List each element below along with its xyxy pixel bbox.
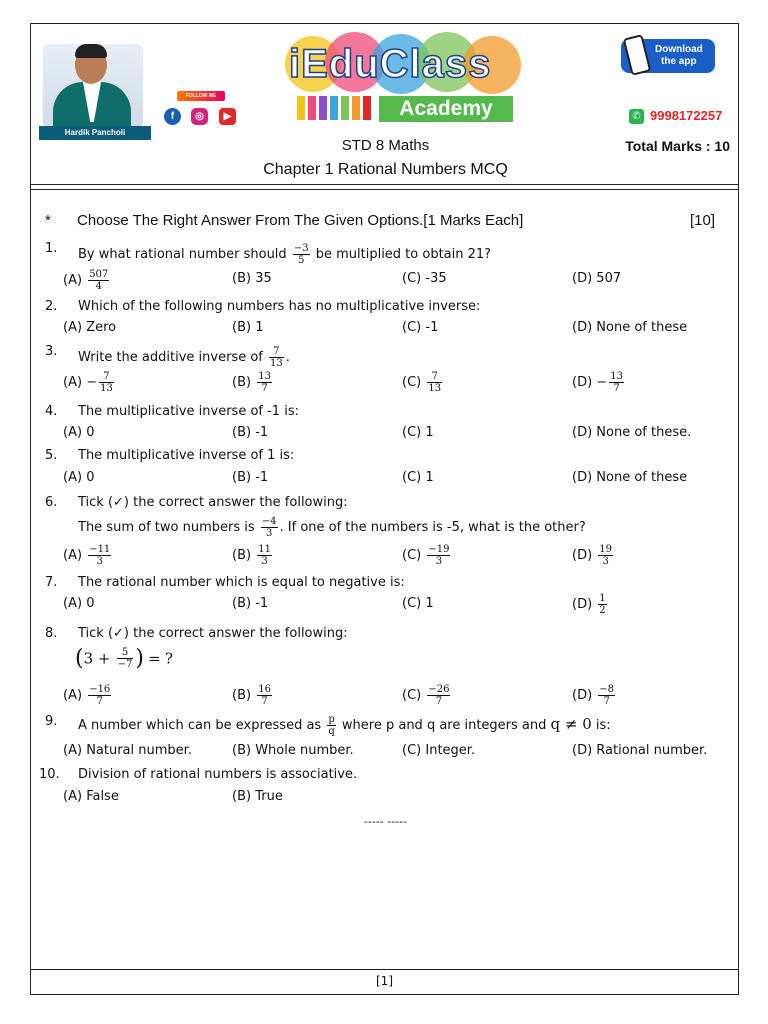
brand-name: iEduClass	[289, 42, 492, 86]
option-b[interactable]: (B) $\frac{16}{7}$	[232, 684, 271, 707]
option-b[interactable]: (B) $\frac{11}{3}$	[232, 544, 271, 567]
standard-title: STD 8 Maths	[341, 137, 430, 154]
option-a[interactable]: (A) 0	[63, 596, 95, 611]
question-number: 2.	[45, 299, 58, 314]
option-b[interactable]: (B) 35	[232, 271, 272, 286]
question-text: A number which can be expressed as $\frac{p}{q}$ where p and q are integers and q ≠ 0 is:	[78, 714, 611, 737]
option-c[interactable]: (C) -35	[402, 271, 447, 286]
question-number: 10.	[39, 767, 60, 782]
instagram-icon[interactable]: ◎	[191, 108, 208, 125]
question-text: Tick (✓) the correct answer the following:	[78, 495, 348, 510]
option-b[interactable]: (B) True	[232, 789, 283, 804]
question-number: 8.	[45, 626, 58, 641]
question-text: The multiplicative inverse of 1 is:	[78, 448, 295, 463]
option-a[interactable]: (A) Zero	[63, 320, 117, 335]
exam-page	[30, 23, 739, 995]
option-c[interactable]: (C) 1	[402, 596, 434, 611]
instruction-star: *	[45, 212, 51, 229]
option-c[interactable]: (C) 1	[402, 470, 434, 485]
fraction: $\frac{p}{q}$	[328, 714, 335, 737]
header-divider	[31, 184, 738, 185]
brand-sub: Academy	[379, 96, 513, 122]
option-a[interactable]: (A) − $\frac{7}{13}$	[63, 371, 113, 394]
option-b[interactable]: (B) -1	[232, 470, 269, 485]
question-number: 3.	[45, 344, 58, 359]
question-text: The multiplicative inverse of -1 is:	[78, 404, 299, 419]
option-d[interactable]: (D) None of these	[572, 320, 688, 335]
question-text: Write the additive inverse of $\frac{7}{13}$ .	[78, 346, 290, 369]
youtube-icon[interactable]: ▶	[219, 108, 236, 125]
question-number: 7.	[45, 575, 58, 590]
teacher-name: Hardik Pancholi	[39, 126, 151, 140]
fraction: $\frac{-4}{3}$	[261, 516, 277, 539]
option-c[interactable]: (C) 1	[402, 425, 434, 440]
option-d[interactable]: (D) $\frac{19}{3}$	[572, 544, 613, 567]
option-b[interactable]: (B) $\frac{13}{7}$	[232, 371, 271, 394]
page-number: [1]	[376, 974, 393, 988]
question-number: 6.	[45, 495, 58, 510]
download-label-1: Download	[655, 44, 703, 55]
question-text: Which of the following numbers has no multiplicative inverse:	[78, 299, 481, 314]
follow-badge: FOLLOW ME	[177, 91, 225, 101]
fraction: $\frac{7}{13}$	[270, 346, 283, 369]
question-number: 1.	[45, 241, 58, 256]
option-d[interactable]: (D) − $\frac{13}{7}$	[572, 371, 623, 394]
footer-divider	[31, 969, 738, 970]
color-stripes	[297, 96, 371, 120]
option-d[interactable]: (D) $\frac{1}{2}$	[572, 593, 606, 616]
option-b[interactable]: (B) 1	[232, 320, 264, 335]
option-d[interactable]: (D) $\frac{-8}{7}$	[572, 684, 615, 707]
option-a[interactable]: (A) False	[63, 789, 119, 804]
instruction-total: [10]	[689, 212, 715, 229]
question-text: Division of rational numbers is associative.	[78, 767, 358, 782]
option-a[interactable]: (A) Natural number.	[63, 743, 192, 758]
option-a[interactable]: (A) $\frac{-11}{3}$	[63, 544, 111, 567]
option-c[interactable]: (C) Integer.	[402, 743, 476, 758]
instruction-text: Choose The Right Answer From The Given Options.[1 Marks Each]	[77, 212, 524, 229]
option-b[interactable]: (B) -1	[232, 596, 269, 611]
chapter-title: Chapter 1 Rational Numbers MCQ	[263, 161, 508, 178]
option-d[interactable]: (D) Rational number.	[572, 743, 708, 758]
option-d[interactable]: (D) None of these	[572, 470, 688, 485]
question-number: 4.	[45, 404, 58, 419]
question-text: By what rational number should $\frac{-3}{5}$ be multiplied to obtain 21?	[78, 243, 492, 266]
option-a[interactable]: (A) 0	[63, 425, 95, 440]
phone-number[interactable]: 9998172257	[650, 108, 723, 123]
question-number: 5.	[45, 448, 58, 463]
option-a[interactable]: (A) $\frac{-16}{7}$	[63, 684, 111, 707]
option-c[interactable]: (C) $\frac{-19}{3}$	[402, 544, 450, 567]
download-label-2: the app	[661, 56, 697, 67]
option-c[interactable]: (C) $\frac{7}{13}$	[402, 371, 442, 394]
option-a[interactable]: (A) 0	[63, 470, 95, 485]
question-text: The sum of two numbers is $\frac{-4}{3}$ . If one of the numbers is -5, what is the other?	[78, 516, 586, 539]
question-text: The rational number which is equal to negative is:	[78, 575, 405, 590]
question-text: Tick (✓) the correct answer the following:	[78, 626, 348, 641]
brand-logo	[285, 36, 545, 126]
option-c[interactable]: (C) $\frac{-26}{7}$	[402, 684, 450, 707]
option-a[interactable]: (A) $\frac{507}{4}$	[63, 269, 109, 292]
whatsapp-icon: ✆	[629, 109, 644, 124]
option-d[interactable]: (D) 507	[572, 271, 622, 286]
facebook-icon[interactable]: f	[164, 108, 181, 125]
option-d[interactable]: (D) None of these.	[572, 425, 692, 440]
fraction: $\frac{-3}{5}$	[293, 243, 309, 266]
math-expression: (3 + $\frac{5}{-7}$ ) = ?	[75, 646, 173, 671]
total-marks: Total Marks : 10	[625, 138, 730, 154]
option-b[interactable]: (B) Whole number.	[232, 743, 354, 758]
question-number: 9.	[45, 714, 58, 729]
teacher-photo	[39, 34, 151, 137]
option-c[interactable]: (C) -1	[402, 320, 439, 335]
header-divider	[31, 189, 738, 190]
end-mark: ----- -----	[363, 815, 408, 828]
option-b[interactable]: (B) -1	[232, 425, 269, 440]
